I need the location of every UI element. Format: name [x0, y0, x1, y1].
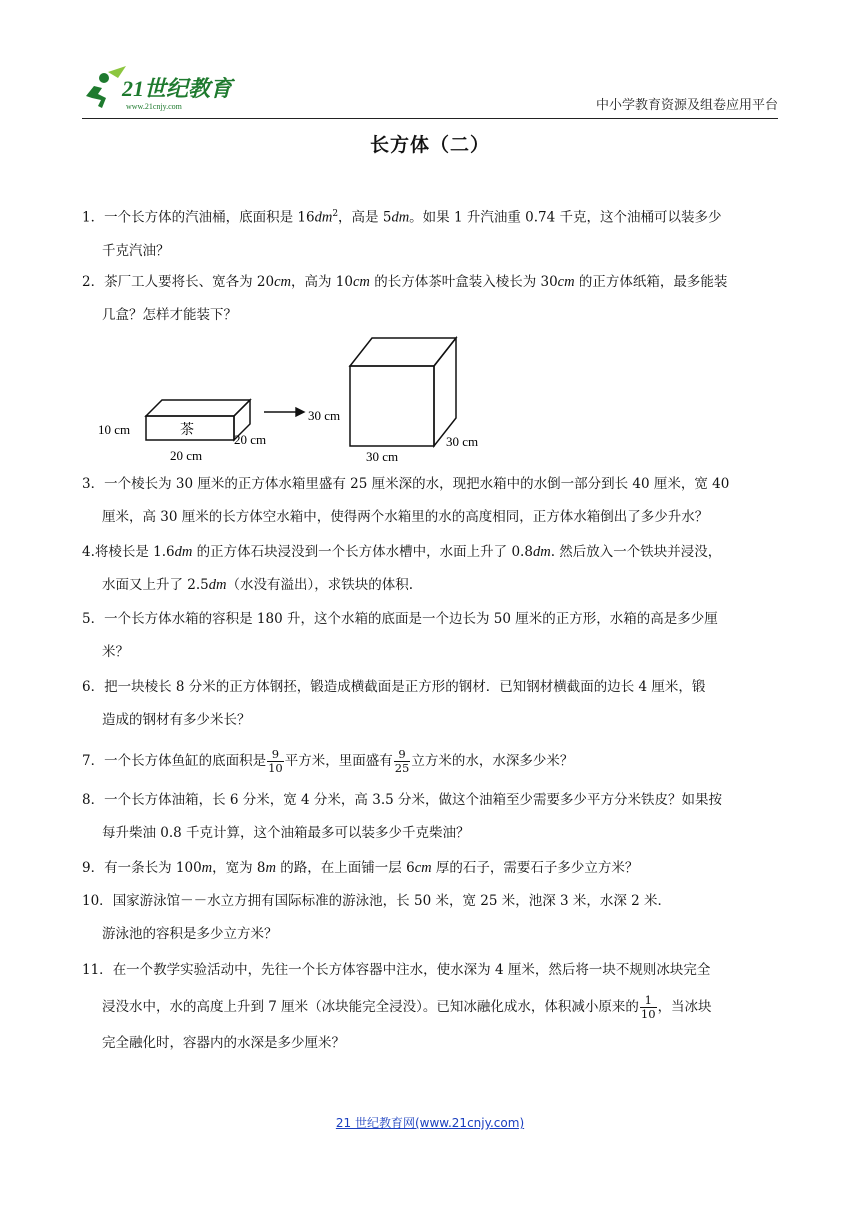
- question-9: 9．有一条长为 100m，宽为 8m 的路，在上面铺一层 6cm 厚的石子，需要石子多少立方米？: [82, 860, 639, 876]
- question-5: 5．一个长方体水箱的容积是 180 升，这个水箱的底面是一个边长为 50 厘米的正方形，水箱的高是多少厘 米？: [82, 611, 718, 660]
- page-header: [82, 62, 778, 119]
- fraction-9-25: $\frac{9}{25}$: [394, 747, 410, 775]
- question-8: 8．一个长方体油箱，长 6 分米，宽 4 分米，高 3.5 分米，做这个油箱至少需要多少平方分米铁皮？如果按 每升柴油 0.8 千克计算，这个油箱最多可以装多少千克柴油？: [82, 792, 722, 841]
- box-label: 茶: [180, 423, 194, 438]
- cube-edge-left-label: 30 cm: [308, 408, 341, 423]
- question-3: 3．一个棱长为 30 厘米的正方体水箱里盛有 25 厘米深的水，现把水箱中的水倒一部分到长 40 厘米，宽 40 厘米，高 30 厘米的长方体空水箱中，使得两个水箱里的水的高度相同，正方体水箱倒出了多少升水？: [82, 476, 730, 525]
- runner-icon: [86, 86, 106, 108]
- logo: [82, 64, 262, 114]
- question-1: 1．一个长方体的汽油桶，底面积是 $16dm^2$，高是 5dm。如果 1 升汽油重 0.74 千克，这个油桶可以装多少 千克汽油？: [82, 209, 722, 259]
- cube-edge-bottom-label: 30 cm: [366, 449, 399, 464]
- fraction-9-10: $\frac{9}{10}$: [268, 747, 283, 775]
- page-title: 长方体（二）: [369, 134, 490, 156]
- question-2: 2．茶厂工人要将长、宽各为 20cm，高为 10cm 的长方体茶叶盒装入棱长为 30cm 的正方体纸箱，最多能装 几盒？怎样才能装下？: [82, 274, 728, 323]
- question-4: 4.将棱长是 1.6dm 的正方体石块浸没到一个长方体水槽中，水面上升了 0.8dm. 然后放入一个铁块并浸没， 水面又上升了 2.5dm（水没有溢出），求铁块的体积.: [82, 544, 722, 593]
- footer-link[interactable]: 21 世纪教育网(www.21cnjy.com): [335, 1116, 525, 1130]
- box-to-cube-figure: [96, 328, 496, 468]
- platform-name: 中小学教育资源及组卷应用平台: [595, 98, 778, 113]
- question-11: 11．在一个教学实验活动中，先往一个长方体容器中注水，使水深为 4 厘米，然后将一块不规则冰块完全 浸没水中，水的高度上升到 7 厘米（冰块能完全浸没）。已知冰融化成水，体积减小原来的 $\frac{1}{10}$ ，当冰块 完全融化时，容器内的水深是多少厘米？: [82, 962, 712, 1051]
- box-width-label: 20 cm: [170, 448, 203, 463]
- logo-url: www.21cnjy.com: [126, 102, 182, 111]
- question-7: 7．一个长方体鱼缸的底面积是 $\frac{9}{10}$ 平方米，里面盛有 $\frac{9}{25}$ 立方米的水，水深多少米？: [82, 747, 574, 775]
- logo-text: 21世纪教育: [122, 76, 233, 101]
- fraction-1-10: $\frac{1}{10}$: [640, 993, 656, 1021]
- box-height-label: 10 cm: [98, 422, 131, 437]
- runner-head: [99, 73, 109, 83]
- question-6: 6．把一块棱长 8 分米的正方体钢抷，锻造成横截面是正方形的钢材．已知钢材横截面的边长 4 厘米，锻 造成的钢材有多少米长？: [82, 679, 706, 728]
- cube-edge-right-label: 30 cm: [446, 434, 479, 449]
- arrow-icon: [264, 408, 304, 416]
- box-depth-label: 20 cm: [234, 432, 267, 447]
- cube: [350, 338, 456, 446]
- question-10: 10．国家游泳馆－－水立方拥有国际标准的游泳池，长 50 米，宽 25 米，池深 3 米，水深 2 米． 游泳池的容积是多少立方米？: [82, 893, 672, 942]
